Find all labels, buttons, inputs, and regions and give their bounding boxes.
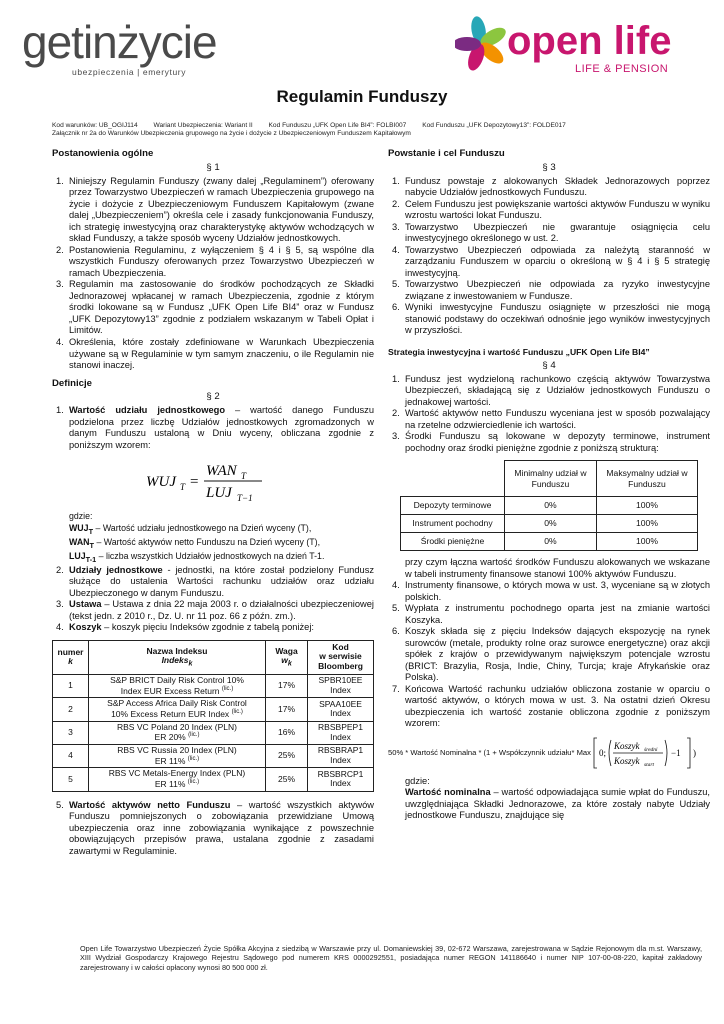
list-item: 6. Wyniki inwestycyjne Funduszu osiągnięte w przeszłości nie mogą stanowić podstawy do oczekiwań odnośnie jego wyników inwestycyjnych w przyszłości. <box>392 302 710 336</box>
section-definitions <box>52 378 374 858</box>
table-row: Instrument pochodny 0% 100% <box>401 515 698 533</box>
index-table <box>52 640 374 792</box>
svg-text:średni: średni <box>643 746 658 753</box>
col-header-waga: Waga $w_k$ <box>266 640 308 674</box>
code-wariant: Wariant Ubezpieczenia: Wariant II <box>153 122 253 129</box>
table-row: Środki pieniężne 0% 100% <box>401 533 698 551</box>
right-brand-text: open life <box>507 19 672 63</box>
svg-text:WAN: WAN <box>206 463 237 480</box>
flower-icon <box>455 15 509 72</box>
svg-text:T−1: T−1 <box>237 493 253 504</box>
list-item: 4. Towarzystwo Ubezpieczeń odpowiada za należytą staranność w zarządzaniu Funduszem w oparciu o określoną w § 4 i § 5 strategię inwestycyjną. <box>392 244 710 278</box>
list-item: 2. Wartość aktywów netto Funduszu wyceniana jest w sposób pozwalający na rzetelne odzwierciedlenie ich wartości. <box>392 408 710 430</box>
paragraph-mark: § 3 <box>542 161 556 173</box>
section-heading: Definicje <box>52 377 92 389</box>
list-item: 5. Wartość aktywów netto Funduszu – wartość wszystkich aktywów Funduszu pomniejszonych o zobowiązania przewidziane Umową ubezpieczenia oraz inne zobowiązania wynikające z powszechnie obowiązujących przepisów prawa, ustalana zgodnie z zasadami zawartymi w Regulaminie. <box>56 799 374 856</box>
variable-def: $WUJ_T$ – Wartość udziału jednostkowego na Dzień wyceny (T), <box>69 523 312 537</box>
code-fund-depozytowy: Kod Funduszu „UFK Depozytowy13”: FOLDE017 <box>422 122 566 129</box>
code-fund-bi4: Kod Funduszu „UFK Open Life BI4”: FOLBI007 <box>268 122 407 129</box>
nominal-definition: Wartość nominalna – wartość odpowiadająca sumie wpłat do Funduszu, uwzględniająca Składki Jednorazowe, za które zostały nabyte Udziały jednostkowe Funduszu, znajdujące się <box>405 787 710 821</box>
list-item: 4. Określenia, które zostały zdefiniowane w Warunkach Ubezpieczenia używane są w Regulaminie w tym samym znaczeniu, o ile Regulamin nie stanowi inaczej. <box>56 337 374 371</box>
left-brand-text: getinżycie <box>22 16 217 68</box>
variable-def: $WAN_T$ – Wartość aktywów netto Funduszu na Dzień wyceny (T), <box>69 537 321 550</box>
code-attachment: Załącznik nr 2a do Warunków Ubezpieczenia grupowego na życie i dożycie z Ubezpieczeniowym Funduszem Kapitałowym <box>52 130 411 138</box>
list-item: 3. Regulamin ma zastosowanie do środków pochodzących ze Składki Jednorazowej wpłacanej w ramach Ubezpieczenia, zgodnie z którym środki lokowane są w Fundusz „UFK Open Life BI4” oraz w Fundusz „UFK Depozytowy13” zgodnie z podziałem wskazanym w Tabeli Opłat i Limitów. <box>56 279 374 336</box>
gdzie-label: gdzie: <box>405 775 430 786</box>
svg-text:Koszyk: Koszyk <box>613 755 640 766</box>
paragraph-mark: § 2 <box>206 391 220 403</box>
list-item: 1. Niniejszy Regulamin Funduszy (zwany dalej „Regulaminem”) oferowany przez Towarzystwo Ubezpieczeń w ramach Ubezpieczenia grupowego na życie i dożycie z Ubezpieczeniowym Funduszem Kapitałowym (zwane dalej „Ubezpieczeniem”) określa cele i zasady funkcjonowania Funduszy, ich strategię inwestycyjną oraz charakterystykę aktywów wchodzących w skład Funduszy, a także sposób wyceny Udziałów jednostkowych. <box>56 175 374 244</box>
svg-text:=: = <box>190 474 199 491</box>
right-tagline-text: LIFE & PENSION <box>575 63 669 75</box>
list-item: 2. Celem Funduszu jest powiększanie wartości aktywów Funduszu w wyniku wzrostu wartości lokat Funduszu. <box>392 198 710 221</box>
svg-text:LUJ: LUJ <box>206 485 232 502</box>
list-item: 5. Wypłata z instrumentu pochodnego oparta jest na zmianie wartości Koszyka. <box>392 603 710 625</box>
list-item: 2. Udziały jednostkowe - jednostki, na które został podzielony Fundusz służące do ustalenia Wartości rachunku udziałów oraz udziału Ubezpieczonego w danym Funduszu. <box>56 564 374 598</box>
list-item: 2. Postanowienia Regulaminu, z wyłączeniem § 4 i § 5, są wspólne dla wszystkich Funduszy oferowanych przez Towarzystwo Ubezpieczeń w ramach Ubezpieczenia. <box>56 244 374 278</box>
list-item: 3. Środki Funduszu są lokowane w depozyty terminowe, instrument pochodny oraz środki pieniężne zgodnie z poniższą strukturą: <box>392 431 710 453</box>
list-item: 7. Końcowa Wartość rachunku udziałów obliczona zostanie w oparciu o wartość aktywów, o których mowa w ust. 3. Na ostatni dzień Okresu ubezpieczenia ich wartość zostanie obliczona zgodnie z poniższym wzorem: <box>392 683 710 729</box>
formula-variables <box>52 511 374 563</box>
svg-text:start: start <box>643 761 655 768</box>
table-row: Depozyty terminowe 0% 100% <box>401 497 698 515</box>
page-header <box>0 0 724 82</box>
table-row: 4 RBS VC Russia 20 Index (PLN) ER 11% $^{(lic.)}$ 25% RBSBRAP1 Index <box>53 744 374 767</box>
gdzie-label: gdzie: <box>69 511 93 522</box>
table-row: 2 S&P Access Africa Daily Risk Control 10% Excess Return EUR Index $^{(lic.)}$ 17% SPAA10EE Index <box>53 698 374 721</box>
svg-text:Koszyk: Koszyk <box>613 740 640 751</box>
col-header-numer: numer k <box>53 640 89 674</box>
variable-def: $LUJ_{T-1}$ – liczba wszystkich Udziałów jednostkowych na dzień T-1. <box>69 550 325 564</box>
svg-text:0;: 0; <box>598 747 606 758</box>
paragraph-mark: § 4 <box>542 359 556 371</box>
list-item: 1. Fundusz powstaje z alokowanych Składek Jednorazowych poprzez nabycie Udziałów jednostkowych Funduszu. <box>392 175 710 198</box>
table-header-row <box>401 461 698 497</box>
list-item: 4. Instrumenty finansowe, o których mowa w ust. 3, wyceniane są w złotych polskich. <box>392 580 710 602</box>
after-table-text: przy czym łączna wartość środków Funduszu alokowanych we wskazane w tabeli instrumenty finansowe stanowi 100% aktywów Funduszu. <box>405 557 710 579</box>
svg-text:T: T <box>241 471 247 482</box>
col-header-kod: Kod w serwisie Bloomberg <box>308 640 374 674</box>
table-row: 3 RBS VC Poland 20 Index (PLN) ER 20% $^{(lic.)}$ 16% RBSBPEP1 Index <box>53 721 374 744</box>
col-header-nazwa: Nazwa Indeksu Indeks$_k$ <box>89 640 266 674</box>
section-heading: Strategia inwestycyjna i wartość Funduszu „UFK Open Life BI4” <box>388 347 650 357</box>
col-header-max: Maksymalny udział w Funduszu <box>596 461 697 497</box>
list-item: 3. Towarzystwo Ubezpieczeń nie gwarantuje osiągnięcia celu inwestycyjnego określonego w ust. 2. <box>392 221 710 244</box>
section-heading: Postanowienia ogólne <box>52 148 154 159</box>
svg-text:): ) <box>692 747 696 758</box>
open-life-logo <box>455 12 715 78</box>
right-column <box>388 148 710 828</box>
svg-text:T: T <box>180 482 186 493</box>
list-item: 1. Wartość udziału jednostkowego – wartość danego Funduszu podzielona przez liczbę Udziałów jednostkowych zgromadzonych w danym Funduszu ustaloną w Dniu wyceny, obliczana zgodnie z poniższym wzorem: <box>56 405 374 450</box>
left-tagline-text: ubezpieczenia | emerytury <box>72 67 187 77</box>
svg-text:WUJ: WUJ <box>146 474 176 491</box>
list-item: 5. Towarzystwo Ubezpieczeń nie odpowiada za ryzyko inwestycyjne związane z inwestowaniem w Fundusze. <box>392 279 710 301</box>
section-heading: Powstanie i cel Funduszu <box>388 148 505 159</box>
page-footer: Open Life Towarzystwo Ubezpieczeń Życie Spółka Akcyjna z siedzibą w Warszawie przy ul. Domaniewskiej 39, 02-672 Warszawa, zarejestrowana w Sądzie Rejonowym dla m.st. Warszawy, XIII Wydział Gospodarczy Krajowego Rejestru Sądowego pod numerem KRS 0000292551, posiadająca numer REGON 141186640 i numer NIP 107-00-08-220, kapitał zakładowy zarejestrowany i w całości opłacony wynosi 80 500 000 zł. <box>80 944 702 972</box>
svg-text:−1: −1 <box>670 747 681 758</box>
col-header-min: Minimalny udział w Funduszu <box>505 461 597 497</box>
list-item: 1. Fundusz jest wydzieloną rachunkowo częścią aktywów Towarzystwa Ubezpieczeń, składającą się z Udziałów jednostkowych Funduszu o jednakowej wartości. <box>392 373 710 407</box>
section-general <box>52 148 374 372</box>
section-strategy <box>388 347 710 822</box>
document-codes <box>52 122 692 138</box>
paragraph-mark: § 1 <box>206 161 220 173</box>
table-row: 1 S&P BRICT Daily Risk Control 10% Index EUR Excess Return $^{(lic.)}$ 17% SPBR10EE Index <box>53 674 374 697</box>
wuj-formula <box>142 459 282 503</box>
table-row: 5 RBS VC Metals-Energy Index (PLN) ER 11% $^{(lic.)}$ 25% RBSBRCP1 Index <box>53 768 374 791</box>
list-item: 6. Koszyk składa się z pięciu Indeksów dających ekspozycję na rynek surowców (metale, produkty rolne oraz surowce energetyczne) oraz akcji spółek z krajów o przewidywanym największym potencjale wzrostu (BRICT: Brazylia, Rosja, Indie, Chiny, Turcja; kraje Afrykańskie oraz Polska). <box>392 626 710 683</box>
allocation-table <box>400 460 698 551</box>
left-column <box>52 148 374 863</box>
list-item: 3. Ustawa – Ustawa z dnia 22 maja 2003 r. o działalności ubezpieczeniowej (tekst jedn. z 2010 r., Dz. U. nr 11 poz. 66 z późn. zm.). <box>56 599 374 621</box>
section-fund-purpose <box>388 148 710 337</box>
code-warunkow: Kod warunków: UB_OGIJ114 <box>52 122 138 129</box>
table-header-row <box>53 640 374 674</box>
getinzycie-logo <box>22 14 232 80</box>
payout-formula: 50% * Wartość Nominalna * (1 + Współczynnik udziału* Max 0; Koszyk średni Koszyk start −1 ) <box>388 736 710 770</box>
page-title: Regulamin Funduszy <box>276 87 448 106</box>
list-item: 4. Koszyk – koszyk pięciu Indeksów zgodnie z tabelą poniżej: <box>56 622 314 633</box>
